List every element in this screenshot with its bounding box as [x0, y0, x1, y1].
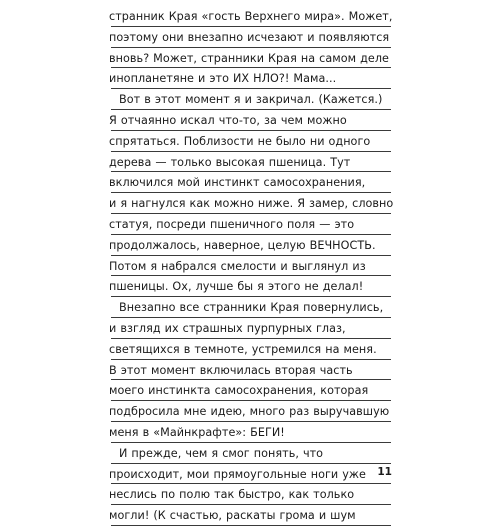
page-number: 11: [377, 466, 392, 478]
text-line-content: происходит, мои прямоугольные ноги уже: [109, 467, 366, 481]
text-line-content: могли! (К счастью, раскаты грома и шум: [109, 509, 356, 523]
ruled-line: [111, 525, 391, 526]
text-line-content: включился мой инстинкт самосохранения,: [109, 176, 366, 190]
ruled-line: [111, 317, 391, 318]
text-line: [109, 90, 391, 111]
text-line: [109, 381, 391, 402]
text-line: [109, 215, 391, 236]
text-line-content: неслись по полю так быстро, как только: [109, 488, 355, 502]
ruled-line: [111, 379, 391, 380]
text-line-content: Внезапно все странники Края повернулись,: [119, 301, 384, 315]
ruled-line: [111, 296, 391, 297]
ruled-line: [111, 400, 391, 401]
text-line: [109, 506, 391, 527]
ruled-line: [111, 504, 391, 505]
text-line: [109, 298, 391, 319]
ruled-line: [111, 359, 391, 360]
text-line-content: светящихся в темноте, устремился на меня.: [109, 342, 377, 356]
text-line-content: дерева — только высокая пшеница. Тут: [109, 155, 351, 169]
text-line: [109, 257, 391, 278]
text-line: [109, 361, 391, 382]
ruled-line: [111, 483, 391, 484]
text-line-content: вновь? Может, странники Края на самом деле: [109, 51, 389, 65]
ruled-line: [111, 192, 391, 193]
text-line: [109, 402, 391, 423]
text-line: [109, 153, 391, 174]
ruled-line: [111, 109, 391, 110]
ruled-line: [111, 234, 391, 235]
text-line: [109, 319, 391, 340]
text-line: [109, 28, 391, 49]
text-line: [109, 465, 391, 486]
text-line: [109, 194, 394, 215]
text-line-content: и взгляд их страшных пурпурных глаз,: [109, 321, 346, 335]
text-line: [109, 444, 391, 465]
text-line-content: странник Края «гость Верхнего мира». Может,: [109, 10, 393, 23]
text-line-content: статуя, посреди пшеничного поля — это: [109, 217, 355, 231]
ruled-line: [111, 421, 391, 422]
text-line-content: моего инстинкта самосохранения, которая: [109, 384, 369, 398]
text-line-content: меня в «Майнкрафте»: БЕГИ!: [109, 425, 285, 439]
text-line-content: Я отчаянно искал что-то, за чем можно: [109, 113, 347, 127]
text-body: [109, 7, 394, 527]
text-line: [109, 132, 391, 153]
text-line: [109, 485, 391, 506]
ruled-line: [111, 151, 391, 152]
text-line-content: И прежде, чем я смог понять, что: [119, 446, 324, 460]
ruled-line: [111, 171, 391, 172]
ruled-line: [111, 88, 391, 89]
text-line-content: и я нагнулся как можно ниже. Я замер, словно: [109, 197, 394, 211]
text-line: [109, 111, 391, 132]
text-line: [109, 236, 391, 257]
text-line: [109, 423, 391, 444]
ruled-line: [111, 67, 391, 68]
ruled-line: [111, 213, 391, 214]
ruled-line: [111, 463, 391, 464]
text-line: [109, 69, 391, 90]
ruled-line: [111, 442, 391, 443]
ruled-line: [111, 255, 391, 256]
text-line-content: инопланетяне и это ИХ НЛО?! Мама...: [109, 72, 337, 86]
ruled-line: [111, 338, 391, 339]
ruled-line: [111, 130, 391, 131]
text-line: [109, 173, 391, 194]
text-line-content: подбросила мне идею, много раз выручавшую: [109, 405, 390, 419]
text-line-content: спрятаться. Поблизости не было ни одного: [109, 134, 371, 148]
text-line-content: В этот момент включилась вторая часть: [109, 363, 353, 377]
text-line: [109, 49, 391, 70]
text-line: [109, 7, 391, 28]
text-line: [109, 340, 391, 361]
ruled-line: [111, 275, 391, 276]
text-line-content: продолжалось, наверное, целую ВЕЧНОСТЬ.: [109, 238, 376, 252]
text-line-content: пшеницы. Ох, лучше бы я этого не делал!: [109, 280, 364, 294]
ruled-line: [111, 47, 391, 48]
ruled-line: [111, 26, 391, 27]
text-line-content: поэтому они внезапно исчезают и появляются: [109, 30, 390, 44]
text-line-content: Вот в этот момент я и закричал. (Кажется.): [119, 93, 383, 107]
text-line-content: Потом я набрался смелости и выглянул из: [109, 259, 366, 273]
text-line: [109, 277, 391, 298]
